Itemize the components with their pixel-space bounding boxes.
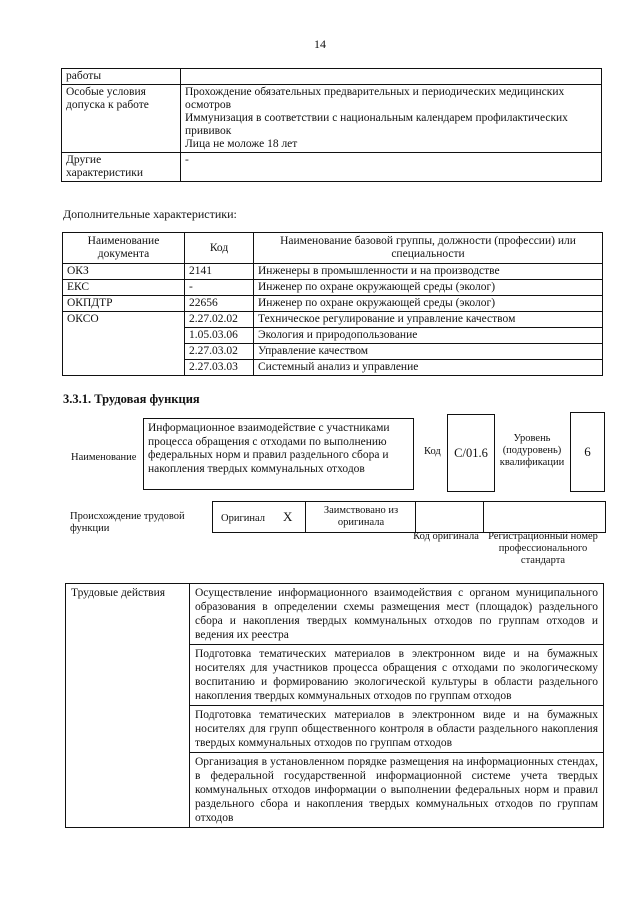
table-row [66,584,604,645]
qualification-level-box: 6 [570,412,605,492]
column-header: Наименование базовой группы, должности (профессии) или специальности [254,233,603,264]
table-row [63,264,603,280]
function-name-box: Информационное взаимодействие с участниками процесса обращения с отходами по выполнению федеральных норм и правил раздельного сбора и накопления твердых коммунальных отходов [143,418,414,490]
qualification-level-label: Уровень (подуровень) квалификации [499,433,565,468]
origin-label: Происхождение трудовой функции [70,511,185,534]
registration-number-cell [483,502,605,532]
name-cell: Инженер по охране окружающей среды (эколог) [254,296,603,312]
table-row [63,280,603,296]
table-row [62,69,602,85]
original-code-caption: Код оригинала [413,531,479,542]
name-cell: Инженер по охране окружающей среды (эколог) [254,280,603,296]
action-item: Подготовка тематических материалов в электронном виде и на бумажных носителях для участников процесса обращения с отходами по экологическому воспитанию и формированию экологической культуры в области раздельного накопления твердых коммунальных отходов по группам отходов [190,645,604,706]
code-cell: 2.27.03.03 [185,360,254,376]
doc-cell: ОКЗ [63,264,185,280]
value-line: Иммунизация в соответствии с национальным календарем профилактических прививок [185,112,568,137]
action-item: Осуществление информационного взаимодействия с органом муниципального образования в определении схемы размещения мест (площадок) раздельного сбора и накопления твердых коммунальных отходов по группам отходов и ведения их реестра [190,584,604,645]
table-header-row [63,233,603,264]
table-row [63,312,603,328]
row-label: Другие характеристики [62,153,181,182]
action-item: Подготовка тематических материалов в электронном виде и на бумажных носителях для групп общественного контроля в области раздельного накопления твердых коммунальных отходов по группам отходов [190,706,604,753]
code-cell: 22656 [185,296,254,312]
table-row [62,85,602,153]
table-row [62,153,602,182]
function-name-label: Наименование [71,452,137,463]
name-cell: Управление качеством [254,344,603,360]
row-label: работы [62,69,181,85]
name-cell: Экология и природопользование [254,328,603,344]
function-code-label: Код [424,446,441,457]
original-code-cell [415,502,483,532]
column-header: Код [185,233,254,264]
name-cell: Инженеры в промышленности и на производстве [254,264,603,280]
classifiers-table [62,232,603,376]
column-header: Наименование документа [63,233,185,264]
code-cell: - [185,280,254,296]
value-line: Прохождение обязательных предварительных и периодических медицинских осмотров [185,86,565,111]
name-cell: Техническое регулирование и управление качеством [254,312,603,328]
name-cell: Системный анализ и управление [254,360,603,376]
conditions-table [61,68,602,182]
row-value [181,69,602,85]
function-code-box: С/01.6 [447,414,495,492]
doc-cell: ЕКС [63,280,185,296]
actions-label: Трудовые действия [66,584,190,828]
code-cell: 2141 [185,264,254,280]
row-value: - [181,153,602,182]
labor-actions-table [65,583,604,828]
original-label: Оригинал [221,513,265,524]
row-value [181,85,602,153]
registration-number-caption: Регистрационный номер профессионального стандарта [488,531,598,566]
section-title: 3.3.1. Трудовая функция [63,392,200,406]
page-number: 14 [314,37,326,51]
doc-cell: ОКПДТР [63,296,185,312]
code-cell: 2.27.03.02 [185,344,254,360]
table-row [63,296,603,312]
borrowed-cell [305,502,415,532]
borrowed-label: Заимствовано из оригинала [323,505,399,528]
action-item: Организация в установленном порядке размещения на информационных стендах, в федеральной государственной информационной системе учета твердых коммунальных отходов информации о выполнении федеральных норм и правил раздельного сбора и накопления твердых коммунальных отходов по группам отходов [190,753,604,828]
value-line: Лица не моложе 18 лет [185,138,298,150]
origin-frame [212,501,606,533]
row-label: Особые условия допуска к работе [62,85,181,153]
code-cell: 2.27.02.02 [185,312,254,328]
additional-characteristics-caption: Дополнительные характеристики: [63,207,237,221]
code-cell: 1.05.03.06 [185,328,254,344]
original-mark: X [283,509,293,524]
doc-cell: ОКСО [63,312,185,376]
